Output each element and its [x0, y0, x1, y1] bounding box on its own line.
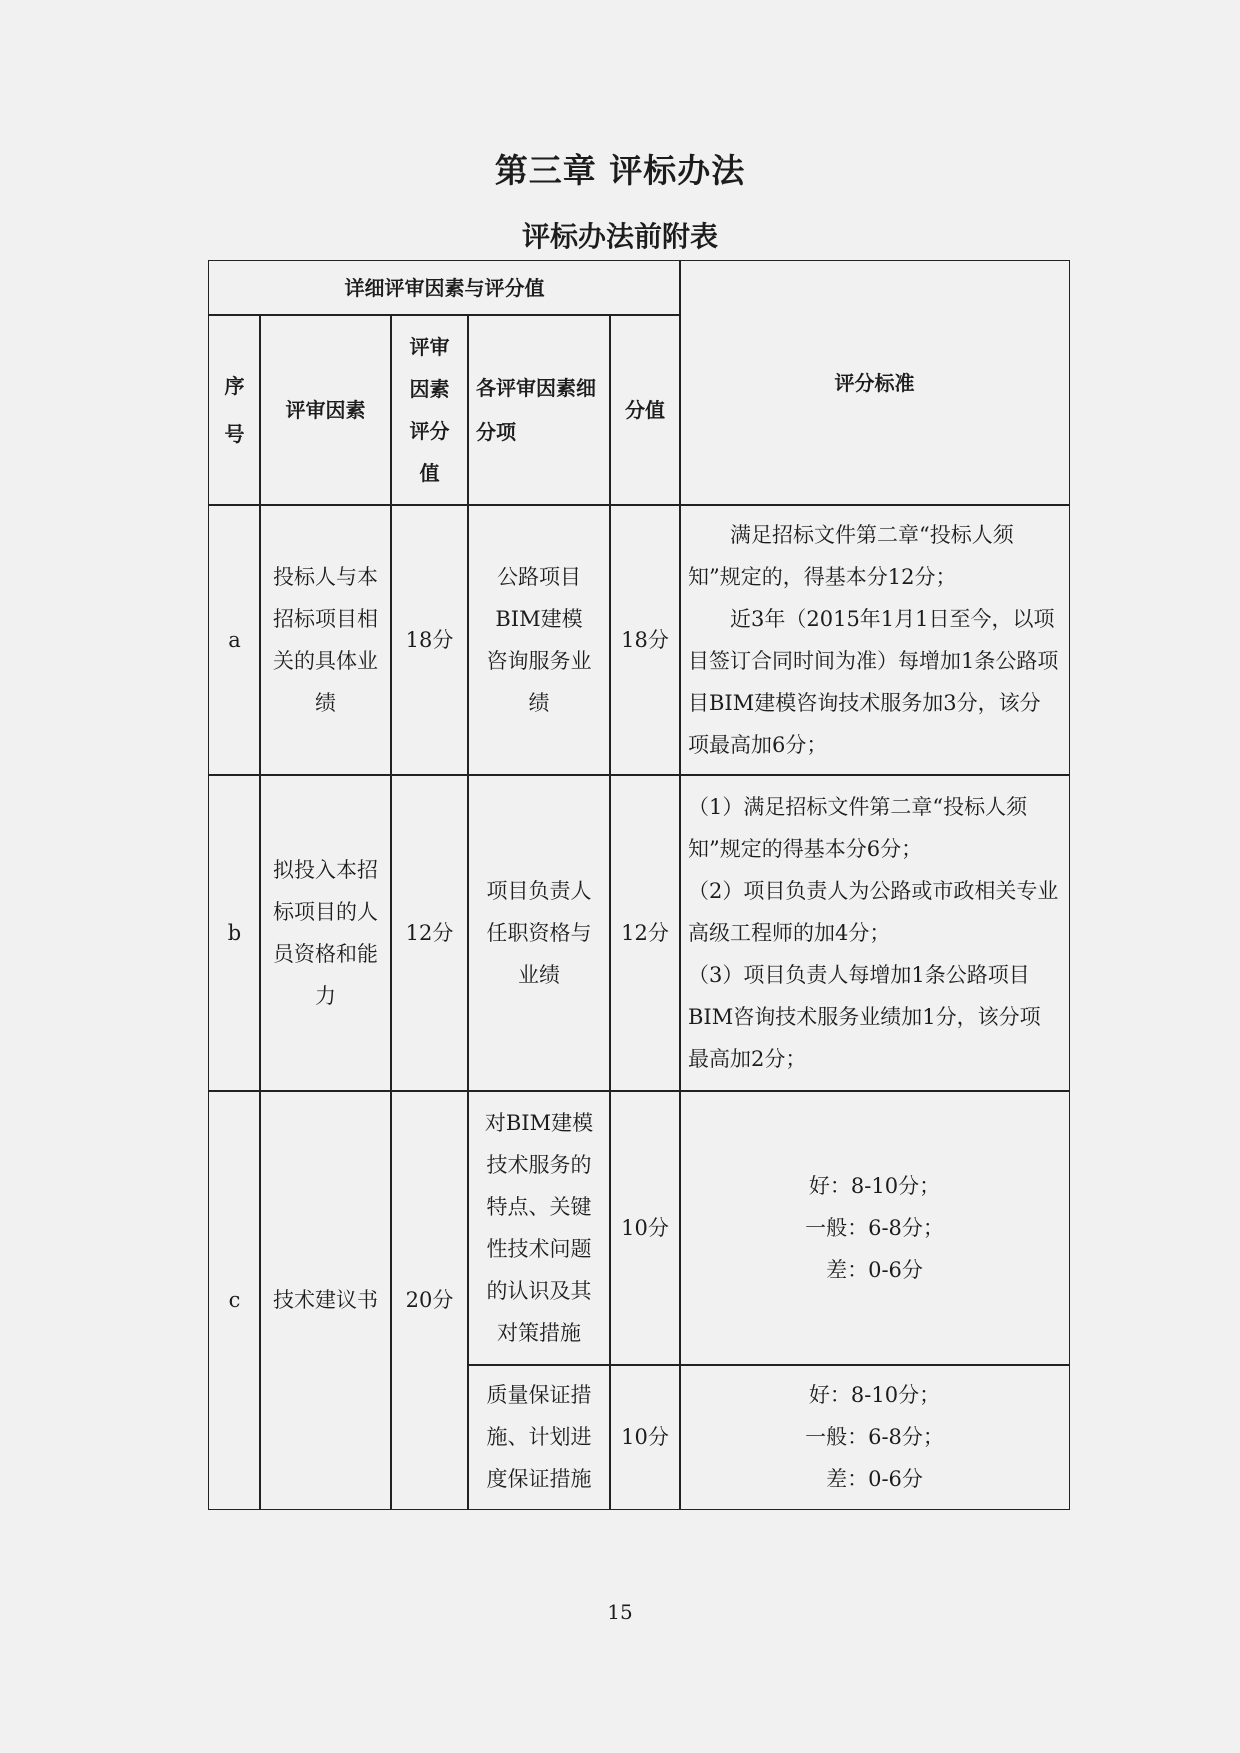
row-b-standard-line: （2）项目负责人为公路或市政相关专业高级工程师的加4分；	[688, 879, 1059, 945]
row-a-standard-line: 满足招标文件第二章“投标人须知”规定的，得基本分12分；	[688, 523, 1014, 589]
table-title: 评标办法前附表	[521, 220, 718, 253]
row-a-score: 18分	[609, 504, 681, 776]
row-a-standard	[679, 504, 1070, 776]
header-standard: 评分标准	[679, 260, 1070, 506]
row-a-no: a	[208, 504, 261, 776]
header-factor: 评审因素	[259, 314, 392, 506]
row-c-factor-score: 20分	[390, 1090, 469, 1510]
row-c-factor: 技术建议书	[259, 1090, 392, 1510]
row-b-factor: 拟投入本招标项目的人员资格和能力	[259, 774, 392, 1092]
row-c-sub2-score: 10分	[609, 1364, 681, 1510]
row-b-score: 12分	[609, 774, 681, 1092]
row-c-sub2-item: 质量保证措施、计划进度保证措施	[467, 1364, 611, 1510]
row-c-no: c	[208, 1090, 261, 1510]
chapter-title: 第三章 评标办法	[494, 151, 746, 190]
row-c-sub2-standard-line: 差：0-6分	[826, 1467, 923, 1491]
header-group-title: 详细评审因素与评分值	[208, 260, 681, 316]
row-c-sub2-standard	[679, 1364, 1070, 1510]
row-a-sub-item: 公路项目BIM建模咨询服务业绩	[467, 504, 611, 776]
row-c-sub1-standard-line: 差：0-6分	[826, 1258, 923, 1282]
row-c-sub1-item: 对BIM建模技术服务的特点、关键性技术问题的认识及其对策措施	[467, 1090, 611, 1366]
row-a-factor-score: 18分	[390, 504, 469, 776]
row-a-factor: 投标人与本招标项目相关的具体业绩	[259, 504, 392, 776]
row-b-standard-line: （1）满足招标文件第二章“投标人须知”规定的得基本分6分；	[688, 795, 1028, 861]
row-c-sub1-standard	[679, 1090, 1070, 1366]
row-b-sub-item: 项目负责人任职资格与业绩	[467, 774, 611, 1092]
row-b-factor-score: 12分	[390, 774, 469, 1092]
header-sub-item: 各评审因素细分项	[467, 314, 611, 506]
header-score: 分值	[609, 314, 681, 506]
page-number: 15	[607, 1600, 633, 1624]
row-b-no: b	[208, 774, 261, 1092]
row-a-standard-line: 近3年（2015年1月1日至今，以项目签订合同时间为准）每增加1条公路项目BIM建模咨询技术服务加3分，该分项最高加6分；	[688, 607, 1059, 757]
row-c-sub2-standard-line: 一般：6-8分；	[805, 1425, 944, 1449]
row-c-sub1-standard-line: 一般：6-8分；	[805, 1216, 944, 1240]
header-factor-score: 评审因素评分值	[390, 314, 469, 506]
row-c-sub1-score: 10分	[609, 1090, 681, 1366]
row-b-standard	[679, 774, 1070, 1092]
row-c-sub1-standard-line: 好：8-10分；	[808, 1174, 941, 1198]
row-c-sub2-standard-line: 好：8-10分；	[808, 1383, 941, 1407]
row-b-standard-line: （3）项目负责人每增加1条公路项目BIM咨询技术服务业绩加1分，该分项最高加2分；	[688, 963, 1041, 1071]
header-no: 序号	[208, 314, 261, 506]
